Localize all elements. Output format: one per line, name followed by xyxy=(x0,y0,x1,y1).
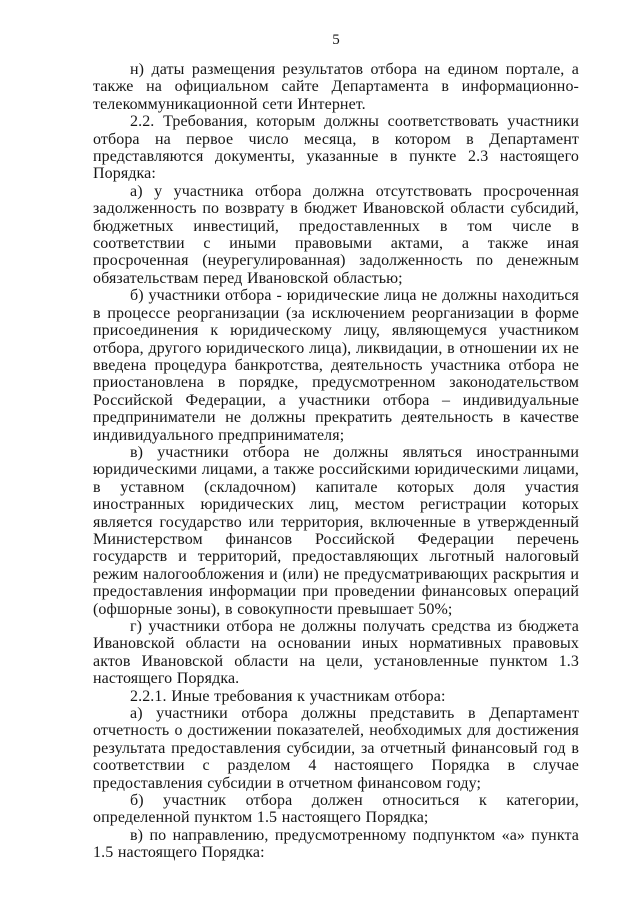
paragraph-b-no-reorganization: б) участники отбора - юридические лица не должны находиться в процессе реорганизации (за исключением реорганизации в форме присоединения к юридическому лицу, являющемуся участником отбора, другого юридического лица), ликвидации, в отношении их не введена процедура банкротства, деятельность участника отбора не приостановлена в порядке, предусмотренном законодательством Российской Федерации, а участники отбора – индивидуальные предприниматели не должны прекратить деятельность в качестве индивидуального предпринимателя; xyxy=(93,287,579,444)
paragraph-2-2-1-other-requirements: 2.2.1. Иные требования к участникам отбора: xyxy=(130,687,446,705)
paragraph-v-direction: в) по направлению, предусмотренному подпунктом «а» пункта 1.5 настоящего Порядка: xyxy=(93,826,579,862)
paragraph-g-no-other-budget-funds: г) участники отбора не должны получать средства из бюджета Ивановской области на основании иных нормативных правовых актов Ивановской области на цели, установленные пунктом 1.3 настоящего Порядка. xyxy=(93,618,579,688)
paragraph-v-no-foreign-entities: в) участники отбора не должны являться иностранными юридическими лицами, а также российскими юридическими лицами, в уставном (складочном) капитале которых доля участия иностранных юридических лиц, местом регистрации которых является государство или территория, включенные в утвержденный Министерством финансов Российской Федерации перечень государств и территорий, предоставляющих льготный налоговый режим налогообложения и (или) не предусматривающих раскрытия и предоставления информации при проведении финансовых операций (офшорные зоны), в совокупности превышает 50%; xyxy=(93,443,579,618)
paragraph-2-2-requirements: 2.2. Требования, которым должны соответствовать участники отбора на первое число месяца, в котором в Департамент представляются документы, указанные в пункте 2.3 настоящего Порядка: xyxy=(93,113,579,183)
paragraph-a-reporting: а) участники отбора должны представить в Департамент отчетность о достижении показателей, необходимых для достижения результата предоставления субсидии, за отчетный финансовый год в соответствии с разделом 4 настоящего Порядка в случае предоставления субсидии в отчетном финансовом году; xyxy=(93,705,579,792)
paragraph-b-category: б) участник отбора должен относиться к категории, определенной пунктом 1.5 настоящего Порядка; xyxy=(93,792,579,827)
document-body xyxy=(93,61,579,862)
page-number: 5 xyxy=(332,32,340,48)
paragraph-a-no-overdue-debt: а) у участника отбора должна отсутствовать просроченная задолженность по возврату в бюджет Ивановской области субсидий, бюджетных инвестиций, предоставленных в том числе в соответствии с иными правовыми актами, а также иная просроченная (неурегулированная) задолженность по денежным обязательствам перед Ивановской областью; xyxy=(93,182,579,287)
paragraph-n-portal-dates: н) даты размещения результатов отбора на едином портале, а также на официальном сайте Департамента в информационно-телекоммуникационной сети Интернет. xyxy=(93,61,579,113)
